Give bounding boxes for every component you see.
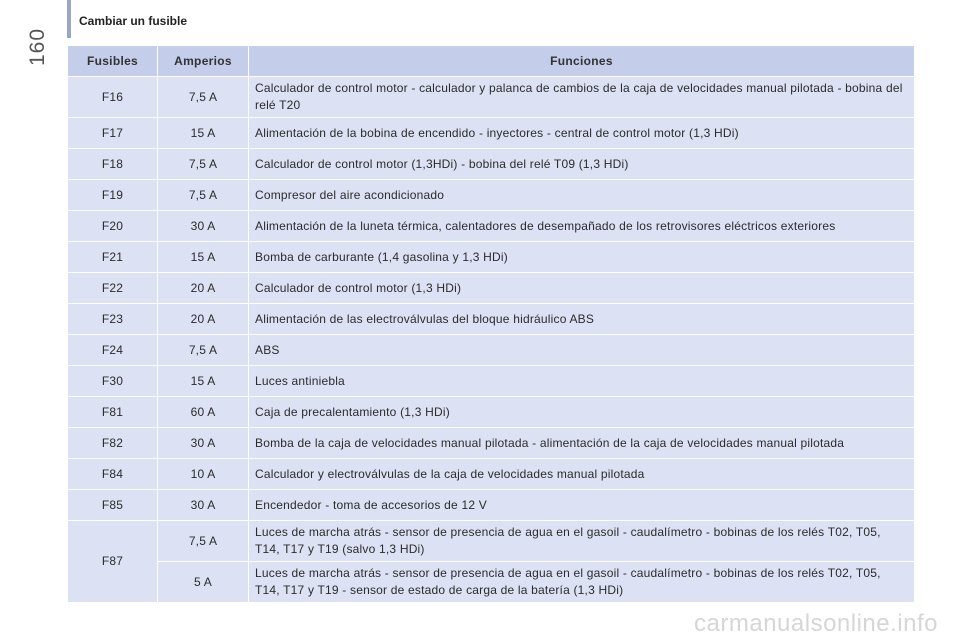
table-row — [68, 397, 915, 428]
amp-cell: 30 A — [158, 211, 249, 242]
fuse-cell: F21 — [68, 242, 158, 273]
fuse-table-body — [68, 77, 915, 603]
fuse-cell: F17 — [68, 118, 158, 149]
fuse-cell: F19 — [68, 180, 158, 211]
amp-cell: 7,5 A — [158, 77, 249, 118]
fuse-cell: F24 — [68, 335, 158, 366]
fuse-cell: F22 — [68, 273, 158, 304]
fuse-cell: F81 — [68, 397, 158, 428]
table-row — [68, 335, 915, 366]
function-cell: Calculador y electroválvulas de la caja de velocidades manual pilotada — [249, 459, 915, 490]
amp-cell: 15 A — [158, 242, 249, 273]
amp-cell: 20 A — [158, 273, 249, 304]
amp-cell: 30 A — [158, 428, 249, 459]
table-row-f87-b — [68, 562, 915, 603]
section-title: Cambiar un fusible — [79, 14, 188, 28]
table-row — [68, 149, 915, 180]
function-cell: Encendedor - toma de accesorios de 12 V — [249, 490, 915, 521]
amp-cell: 60 A — [158, 397, 249, 428]
function-cell: Calculador de control motor - calculador y palanca de cambios de la caja de velocidades manual pilotada - bobina del relé T20 — [249, 77, 915, 118]
fuse-cell: F16 — [68, 77, 158, 118]
column-header-amps: Amperios — [158, 46, 249, 77]
amp-cell: 7,5 A — [158, 521, 249, 562]
table-row — [68, 428, 915, 459]
column-header-fuses: Fusibles — [68, 46, 158, 77]
amp-cell: 5 A — [158, 562, 249, 603]
fuse-cell: F23 — [68, 304, 158, 335]
table-row — [68, 273, 915, 304]
table-row — [68, 242, 915, 273]
function-cell: ABS — [249, 335, 915, 366]
fuse-cell: F85 — [68, 490, 158, 521]
table-row — [68, 366, 915, 397]
fuse-table — [68, 46, 915, 603]
function-cell: Luces de marcha atrás - sensor de presencia de agua en el gasoil - caudalímetro - bobinas de los relés T02, T05, T14, T17 y T19 - sensor de estado de carga de la batería (1,3 HDi) — [249, 562, 915, 603]
table-row — [68, 304, 915, 335]
fuse-cell: F84 — [68, 459, 158, 490]
fuse-cell: F30 — [68, 366, 158, 397]
amp-cell: 7,5 A — [158, 180, 249, 211]
function-cell: Caja de precalentamiento (1,3 HDi) — [249, 397, 915, 428]
function-cell: Bomba de carburante (1,4 gasolina y 1,3 HDi) — [249, 242, 915, 273]
amp-cell: 7,5 A — [158, 149, 249, 180]
table-row-f87-a — [68, 521, 915, 562]
function-cell: Compresor del aire acondicionado — [249, 180, 915, 211]
amp-cell: 20 A — [158, 304, 249, 335]
table-row — [68, 118, 915, 149]
watermark-text: carmanualsonline.info — [694, 610, 938, 637]
fuse-cell: F20 — [68, 211, 158, 242]
amp-cell: 10 A — [158, 459, 249, 490]
amp-cell: 15 A — [158, 366, 249, 397]
table-row — [68, 77, 915, 118]
table-header-row — [68, 46, 915, 77]
fuse-cell: F18 — [68, 149, 158, 180]
fuse-cell: F82 — [68, 428, 158, 459]
table-row — [68, 490, 915, 521]
fuse-cell-f87: F87 — [68, 521, 158, 603]
function-cell: Calculador de control motor (1,3 HDi) — [249, 273, 915, 304]
amp-cell: 15 A — [158, 118, 249, 149]
table-row — [68, 459, 915, 490]
section-marker-bar — [67, 0, 71, 38]
function-cell: Alimentación de la luneta térmica, calentadores de desempañado de los retrovisores eléctricos exteriores — [249, 211, 915, 242]
function-cell: Calculador de control motor (1,3HDi) - bobina del relé T09 (1,3 HDi) — [249, 149, 915, 180]
function-cell: Luces de marcha atrás - sensor de presencia de agua en el gasoil - caudalímetro - bobinas de los relés T02, T05, T14, T17 y T19 (salvo 1,3 HDi) — [249, 521, 915, 562]
function-cell: Luces antiniebla — [249, 366, 915, 397]
table-row — [68, 211, 915, 242]
column-header-functions: Funciones — [249, 46, 915, 77]
page-number: 160 — [26, 27, 49, 66]
function-cell: Alimentación de la bobina de encendido - inyectores - central de control motor (1,3 HDi) — [249, 118, 915, 149]
function-cell: Bomba de la caja de velocidades manual pilotada - alimentación de la caja de velocidades manual pilotada — [249, 428, 915, 459]
amp-cell: 7,5 A — [158, 335, 249, 366]
amp-cell: 30 A — [158, 490, 249, 521]
table-row — [68, 180, 915, 211]
function-cell: Alimentación de las electroválvulas del bloque hidráulico ABS — [249, 304, 915, 335]
